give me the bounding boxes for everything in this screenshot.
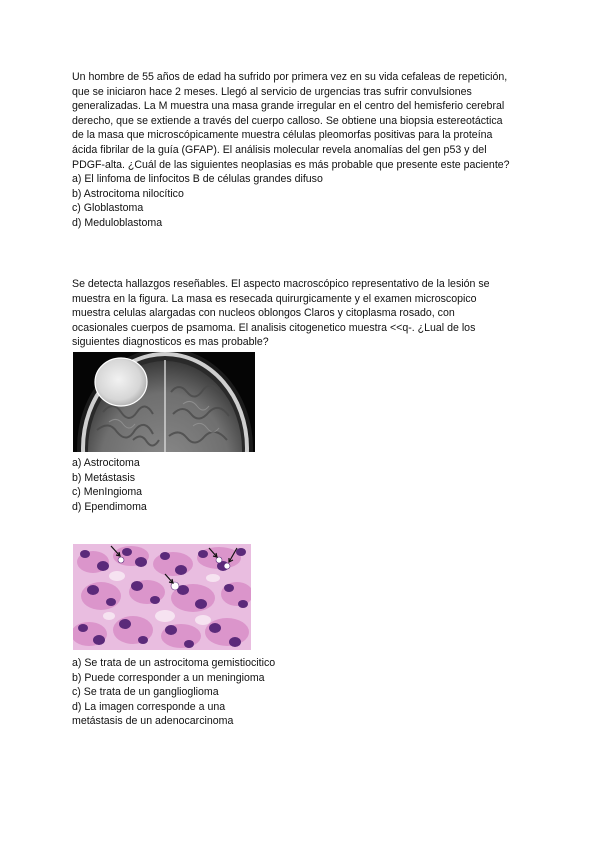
- question-1-option-b: b) Astrocitoma nilocítico: [72, 187, 184, 200]
- question-3-option-d: d) La imagen corresponde a una: [72, 700, 226, 713]
- question-2-options: [72, 456, 147, 514]
- question-3-option-d-continued: metástasis de un adenocarcinoma: [72, 715, 234, 728]
- question-1-option-a: a) El linfoma de linfocitos B de células grandes difuso: [72, 173, 323, 186]
- question-2-option-d: d) Ependimoma: [72, 500, 147, 513]
- histology-image: [73, 544, 251, 650]
- question-3: [72, 656, 512, 729]
- question-3-option-b: b) Puede corresponder a un meningioma: [72, 671, 265, 684]
- question-1-option-c: c) Globlastoma: [72, 202, 144, 215]
- question-2-option-b: b) Metástasis: [72, 471, 135, 484]
- question-2-option-c: c) MenIngioma: [72, 486, 143, 499]
- question-1: [72, 70, 512, 231]
- question-2-option-a: a) Astrocitoma: [72, 457, 140, 469]
- question-2: [72, 277, 512, 350]
- question-1-stem: Un hombre de 55 años de edad ha sufrido por primera vez en su vida cefaleas de repetición, que se iniciaron hace 2 meses. Llegó al servicio de urgencias tras sufrir convulsiones generalizadas. La M muestra una masa grande irregular en el centro del hemisferio cerebral derecho, que se extiende a través del cuerpo calloso. Se obtiene una biopsia estereotáctica de la masa que microscópicamente muestra células pleomorfas positivas para la proteína ácida fibrilar de la guía (GFAP). El análisis molecular revela anomalías del gen p53 y del PDGF-alta. ¿Cuál de las siguientes neoplasias es más probable que presente este paciente?: [72, 71, 510, 171]
- question-3-option-a: a) Se trata de un astrocitoma gemistiocitico: [72, 657, 276, 669]
- question-1-option-d: d) Meduloblastoma: [72, 216, 163, 229]
- question-3-option-c: c) Se trata de un ganglioglioma: [72, 686, 219, 699]
- mri-brain-image: [73, 352, 255, 452]
- question-2-stem: Se detecta hallazgos reseñables. El aspecto macroscópico representativo de la lesión se muestra en la figura. La masa es resecada quirurgicamente y el examen microscopico muestra celulas alargadas con nucleos oblongos Claros y citoplasma rosado, con ocasionales cuerpos de psamoma. El analisis citogenetico muestra <<q-. ¿Lual de los siguientes diagnosticos es mas probable?: [72, 278, 490, 349]
